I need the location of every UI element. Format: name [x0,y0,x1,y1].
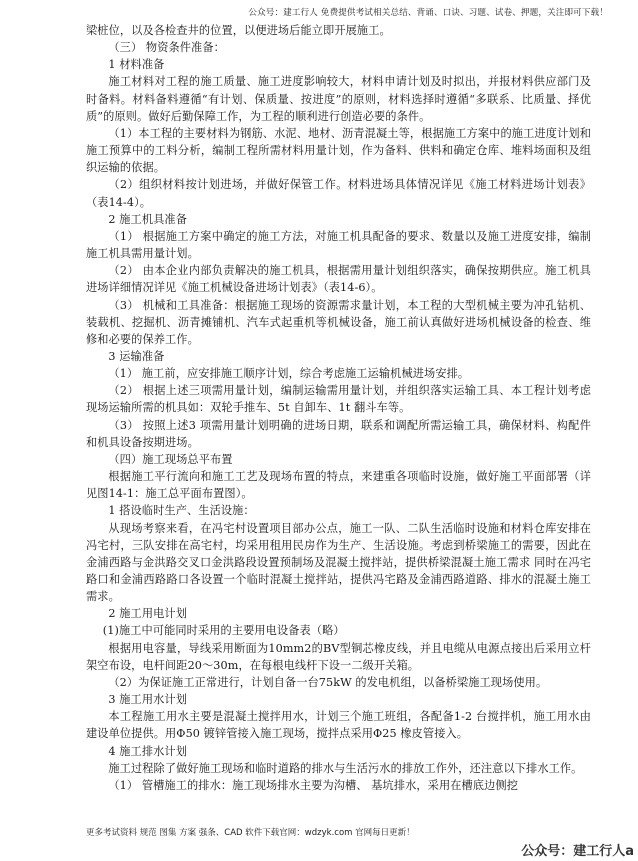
paragraph: （四）施工现场总平布置 [108,452,233,466]
paragraph: （三） 物资条件准备： [108,41,225,55]
paragraph: 从现场考察来看，在冯宅村设置项目部办公点，施工一队、二队生活临时设施和材料仓库安排在冯宅村，三队安排在高宅村，均采用租用民房作为生产、生活设施。考虑到桥梁施工的需要，因此在金浦西路与金洪路交叉口金洪路段设置预制场及混凝土搅拌站，提供桥梁混凝土施工需求 同时在冯宅路口和金浦西路路口各设置一个临时混凝土搅拌站，提供冯宅路及金浦西路道路、排水的混凝土施工需求。 [86,521,591,604]
paragraph: （1） 施工前，应安排施工顺序计划，综合考虑施工运输机械进场安排。 [108,367,470,381]
paragraph: 4 施工排水计划 [108,744,187,758]
paragraph: 施工过程除了做好施工现场和临时道路的排水与生活污水的排放工作外，还注意以下排水工作。 [108,761,583,775]
paragraph: 根据施工平行流向和施工工艺及现场布置的特点，来建重各项临时设施，做好施工平面部署（详见图14-1：施工总平面布置图）。 [86,470,591,501]
paragraph: （2） 根据上述三项需用量计划，编制运输需用量计划，并组织落实运输工具、本工程计划考虑现场运输所需的机具如：双轮手推车、5t 自卸车、1t 翻斗车等。 [86,384,591,415]
paragraph: 1 搭设临时生产、生活设施： [108,504,255,518]
paragraph: 2 施工用电计划 [108,607,187,621]
paragraph: （1）本工程的主要材料为钢筋、水泥、地材、沥青混凝土等，根据施工方案中的施工进度计划和施工预算中的工料分析，编制工程所需材料用量计划，作为备料、供料和确定仓库、堆料场面积及组织运输的依据。 [86,126,591,175]
paragraph: 3 运输准备 [108,349,165,363]
paragraph: （3） 按照上述3 项需用量计划明确的进场日期，联系和调配所需运输工具，确保材料、构配件和机具设备按期进场。 [86,418,591,449]
page-header: 公众号：建工行人 免费提供考试相关总结、背诵、口诀、习题、试卷、押题，关注即可下载！ [248,8,608,18]
paragraph: 根据用电容量，导线采用断面为10mm2的BV型铜芯橡皮线，并且电缆从电源点接出后采用立杆架空布设，电杆间距20～30m，在每根电线杆下设一二级开关箱。 [86,641,591,672]
paragraph: 3 施工用水计划 [108,693,187,707]
page-footer: 更多考试资料 规范 图集 方案 强条、CAD 软件下载官网：wdzyk.com 官网每日更新！ [86,828,415,838]
paragraph: （2）组织材料按计划进场，并做好保管工作。材料进场具体情况详见《施工材料进场计划表》（表14-4）。 [86,178,591,209]
paragraph: 本工程施工用水主要是混凝土搅拌用水，计划三个施工班组，各配备1-2 台搅拌机，施工用水由建设单位提供。用Φ50 镀锌管接入施工现场，搅拌点采用Φ25 橡皮管接入。 [86,710,591,741]
paragraph: 2 施工机具准备 [108,212,187,226]
paragraph: （1） 管槽施工的排水：施工现场排水主要为沟槽、 基坑排水，采用在槽底边侧挖 [108,778,518,792]
paragraph: （3） 机械和工具准备：根据施工现场的资源需求量计划，本工程的大型机械主要为冲孔钻机、装载机、挖掘机、沥青摊铺机、汽车式起重机等机械设备，施工前认真做好进场机械设备的检查、维修和必要的保养工作。 [86,298,591,346]
paragraph: （2）为保证施工正常进行，计划自备一台75kW 的发电机组，以备桥梁施工现场使用。 [108,675,548,689]
paragraph: 梁桩位，以及各检查井的位置，以便进场后能立即开展施工。 [86,24,391,37]
document-body [86,22,591,794]
paragraph: 1 材料准备 [108,58,165,72]
paragraph: （2） 由本企业内部负责解决的施工机具，根据需用量计划组织落实，确保按期供应。施工机具进场详细情况详见《施工机械设备进场计划表》（表14-6）。 [86,264,591,295]
paragraph: （1） 根据施工方案中确定的施工方法，对施工机具配备的要求、数量以及施工进度安排，编制施工机具需用量计划。 [86,229,591,261]
watermark: 公众号：建工行人a [521,844,634,859]
paragraph: 施工材料对工程的施工质量、施工进度影响较大，材料申请计划及时拟出，并报材料供应部门及时备料。材料备料遵循“有计划、保质量、按进度”的原则，材料选择时遵循“多联系、比质量、择优质”的原则。做好后勤保障工作，为工程的顺利进行创造必要的条件。 [86,75,591,123]
paragraph: (1)施工中可能同时采用的主要用电设备表（略） [102,624,345,638]
